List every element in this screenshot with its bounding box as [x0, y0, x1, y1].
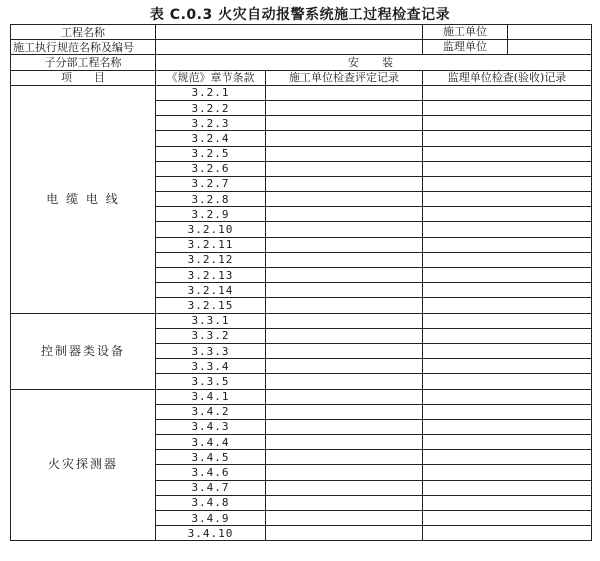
construction-check-cell[interactable] [266, 161, 423, 176]
construction-check-cell[interactable] [266, 435, 423, 450]
supervision-check-cell[interactable] [423, 389, 592, 404]
construction-unit-value[interactable] [508, 25, 591, 39]
project-name-label: 工程名称 [11, 25, 156, 40]
supervision-check-cell[interactable] [423, 359, 592, 374]
construction-unit-label: 施工单位 [423, 25, 508, 39]
supervision-check-cell[interactable] [423, 207, 592, 222]
construction-check-cell[interactable] [266, 526, 423, 541]
inspection-record-table [10, 24, 592, 541]
clause-number: 3.4.1 [156, 389, 266, 404]
spec-label: 施工执行规范名称及编号 [11, 40, 156, 55]
supervision-check-cell[interactable] [423, 131, 592, 146]
construction-check-cell[interactable] [266, 419, 423, 434]
clause-number: 3.4.8 [156, 495, 266, 510]
supervision-check-cell[interactable] [423, 419, 592, 434]
construction-check-cell[interactable] [266, 450, 423, 465]
clause-number: 3.2.12 [156, 252, 266, 267]
supervision-check-cell[interactable] [423, 450, 592, 465]
form-title: 表 C.0.3 火灾自动报警系统施工过程检查记录 [149, 7, 451, 23]
clause-number: 3.2.7 [156, 176, 266, 191]
supervision-check-cell[interactable] [423, 192, 592, 207]
construction-check-cell[interactable] [266, 283, 423, 298]
supervision-check-cell[interactable] [423, 526, 592, 541]
clause-number: 3.2.9 [156, 207, 266, 222]
construction-check-cell[interactable] [266, 237, 423, 252]
supervision-check-cell[interactable] [423, 511, 592, 526]
supervision-check-cell[interactable] [423, 328, 592, 343]
clause-number: 3.4.2 [156, 404, 266, 419]
construction-check-cell[interactable] [266, 85, 423, 100]
clause-header: 《规范》章节条款 [156, 70, 266, 85]
construction-check-cell[interactable] [266, 192, 423, 207]
supervision-check-cell[interactable] [423, 161, 592, 176]
construction-check-cell[interactable] [266, 116, 423, 131]
supervision-unit-cell[interactable] [423, 40, 592, 55]
clause-number: 3.2.11 [156, 237, 266, 252]
clause-number: 3.4.6 [156, 465, 266, 480]
clause-number: 3.4.3 [156, 419, 266, 434]
construction-check-cell[interactable] [266, 359, 423, 374]
construction-check-cell[interactable] [266, 343, 423, 358]
supervision-check-cell[interactable] [423, 404, 592, 419]
supervision-check-cell[interactable] [423, 298, 592, 313]
supervision-check-cell[interactable] [423, 222, 592, 237]
clause-number: 3.2.13 [156, 268, 266, 283]
clause-number: 3.2.10 [156, 222, 266, 237]
spec-value[interactable] [156, 40, 423, 55]
group-name: 控制器类设备 [11, 313, 156, 389]
supervision-check-cell[interactable] [423, 146, 592, 161]
construction-check-cell[interactable] [266, 404, 423, 419]
construction-check-cell[interactable] [266, 495, 423, 510]
supervision-check-cell[interactable] [423, 465, 592, 480]
clause-number: 3.4.9 [156, 511, 266, 526]
construction-check-cell[interactable] [266, 313, 423, 328]
construction-check-cell[interactable] [266, 100, 423, 115]
supervision-check-cell[interactable] [423, 252, 592, 267]
table-row [11, 389, 592, 404]
clause-number: 3.3.2 [156, 328, 266, 343]
construction-check-cell[interactable] [266, 374, 423, 389]
construction-check-cell[interactable] [266, 207, 423, 222]
construction-check-cell[interactable] [266, 146, 423, 161]
item-header: 项 目 [11, 70, 156, 85]
project-name-value[interactable] [156, 25, 423, 40]
clause-number: 3.2.2 [156, 100, 266, 115]
supervision-check-cell[interactable] [423, 313, 592, 328]
install-label: 安 装 [156, 55, 592, 70]
supervision-check-cell[interactable] [423, 343, 592, 358]
clause-number: 3.4.7 [156, 480, 266, 495]
group-name: 火灾探测器 [11, 389, 156, 541]
construction-check-cell[interactable] [266, 176, 423, 191]
clause-number: 3.3.3 [156, 343, 266, 358]
supervision-check-header: 监理单位检查(验收)记录 [423, 70, 592, 85]
clause-number: 3.2.5 [156, 146, 266, 161]
supervision-check-cell[interactable] [423, 85, 592, 100]
supervision-check-cell[interactable] [423, 435, 592, 450]
supervision-unit-value[interactable] [508, 40, 591, 54]
supervision-check-cell[interactable] [423, 283, 592, 298]
clause-number: 3.2.14 [156, 283, 266, 298]
supervision-check-cell[interactable] [423, 374, 592, 389]
clause-number: 3.2.3 [156, 116, 266, 131]
construction-check-cell[interactable] [266, 465, 423, 480]
supervision-check-cell[interactable] [423, 480, 592, 495]
supervision-check-cell[interactable] [423, 176, 592, 191]
construction-check-cell[interactable] [266, 511, 423, 526]
clause-number: 3.2.4 [156, 131, 266, 146]
construction-check-cell[interactable] [266, 328, 423, 343]
sub-project-label: 子分部工程名称 [11, 55, 156, 70]
construction-check-cell[interactable] [266, 268, 423, 283]
table-row [11, 313, 592, 328]
supervision-unit-label: 监理单位 [423, 40, 508, 54]
group-name: 电 缆 电 线 [11, 85, 156, 313]
clause-number: 3.4.4 [156, 435, 266, 450]
supervision-check-cell[interactable] [423, 237, 592, 252]
clause-number: 3.3.1 [156, 313, 266, 328]
supervision-check-cell[interactable] [423, 268, 592, 283]
construction-unit-cell[interactable] [423, 25, 592, 40]
clause-number: 3.2.15 [156, 298, 266, 313]
construction-check-cell[interactable] [266, 298, 423, 313]
clause-number: 3.2.6 [156, 161, 266, 176]
construction-check-cell[interactable] [266, 252, 423, 267]
construction-check-cell[interactable] [266, 389, 423, 404]
supervision-check-cell[interactable] [423, 100, 592, 115]
supervision-check-cell[interactable] [423, 495, 592, 510]
clause-number: 3.4.5 [156, 450, 266, 465]
construction-check-header: 施工单位检查评定记录 [266, 70, 423, 85]
clause-number: 3.3.5 [156, 374, 266, 389]
supervision-check-cell[interactable] [423, 116, 592, 131]
clause-number: 3.3.4 [156, 359, 266, 374]
table-row [11, 85, 592, 100]
clause-number: 3.2.8 [156, 192, 266, 207]
clause-number: 3.4.10 [156, 526, 266, 541]
construction-check-cell[interactable] [266, 131, 423, 146]
construction-check-cell[interactable] [266, 480, 423, 495]
clause-number: 3.2.1 [156, 85, 266, 100]
construction-check-cell[interactable] [266, 222, 423, 237]
